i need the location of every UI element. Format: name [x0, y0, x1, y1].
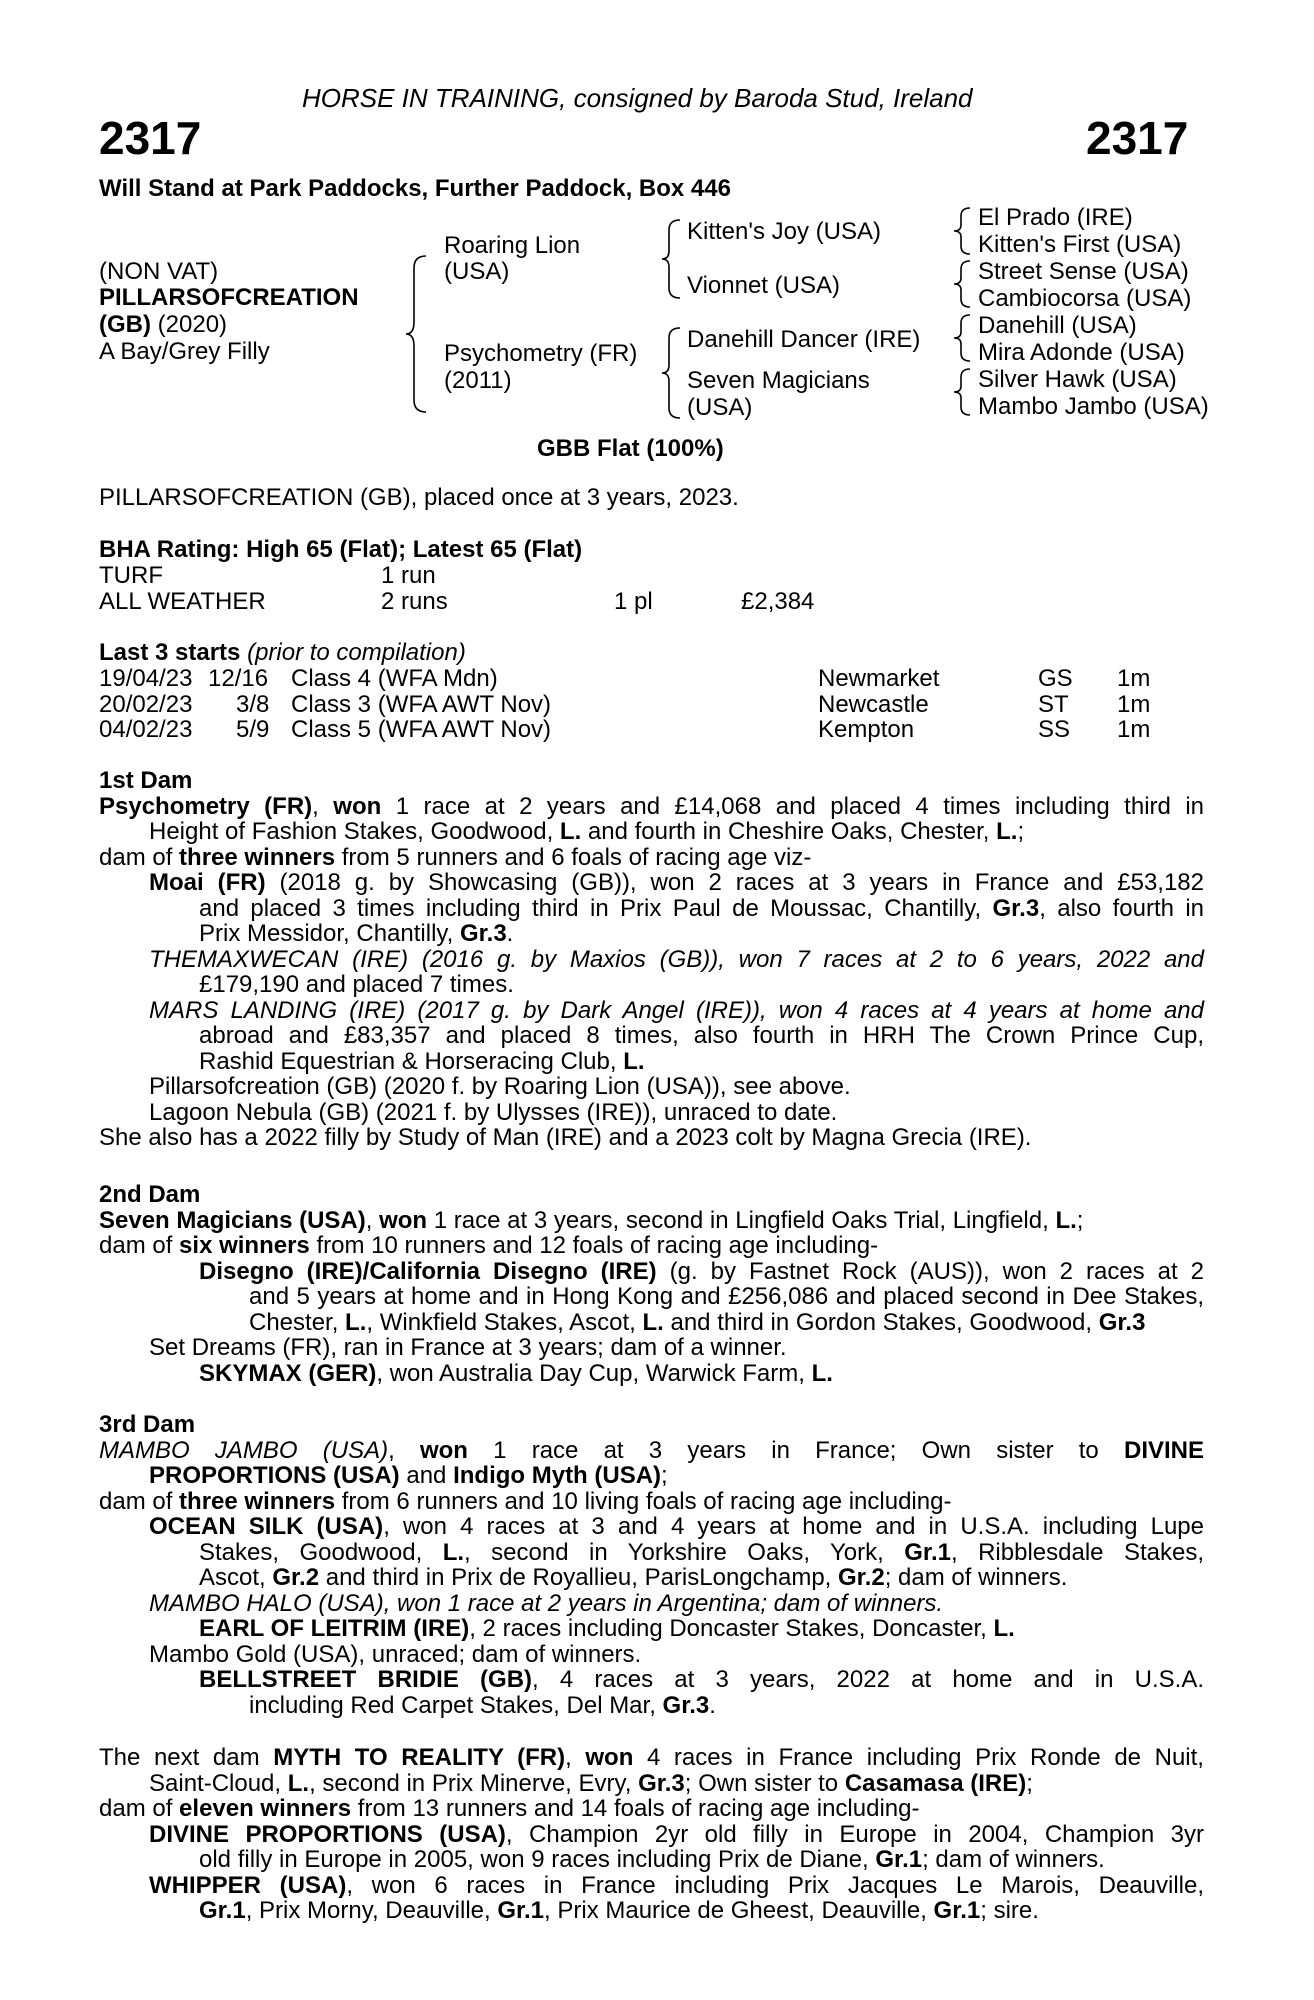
- catalogue-subtitle: HORSE IN TRAINING, consigned by Baroda Stud, Ireland: [302, 83, 973, 113]
- start-course: Newcastle: [818, 691, 929, 718]
- text: ,: [365, 1206, 380, 1234]
- vat-status: (NON VAT): [99, 258, 219, 285]
- start-distance: 1m: [1117, 665, 1151, 692]
- second-dam-line: [99, 1233, 1204, 1259]
- start-going: ST: [1038, 691, 1069, 718]
- dam-name: Seven Magicians (USA): [99, 1206, 366, 1234]
- listed-label: L.: [642, 1308, 664, 1336]
- first-dam-line: [99, 819, 1204, 845]
- horse-name: WHIPPER (USA): [149, 1871, 347, 1899]
- grade-label: Gr.2: [272, 1564, 320, 1591]
- all-weather-prize: £2,384: [741, 588, 815, 615]
- pedigree-sss: El Prado (IRE): [978, 204, 1133, 231]
- text: 4 races in France including Prix Ronde de Nuit,: [633, 1744, 1204, 1771]
- start-race: Class 4 (WFA Mdn): [291, 665, 498, 692]
- start-position: 3/8: [236, 691, 270, 718]
- text: dam of: [99, 1795, 180, 1822]
- text: ; dam of winners.: [884, 1564, 1068, 1591]
- grade-label: Gr.3: [638, 1769, 685, 1797]
- text: , 4 races at 3 years, 2022 at home and in U.S.A.: [532, 1666, 1204, 1693]
- text: Rashid Equestrian & Horseracing Club,: [199, 1047, 624, 1075]
- horse-name: BELLSTREET BRIDIE (GB): [199, 1666, 533, 1693]
- first-dam-section: [99, 768, 1204, 1151]
- bha-rating: BHA Rating: High 65 (Flat); Latest 65 (Flat): [99, 536, 583, 563]
- start-position: 5/9: [236, 716, 270, 743]
- start-distance: 1m: [1117, 691, 1151, 718]
- last-starts-heading: [99, 640, 466, 666]
- grade-label: Gr.3: [459, 920, 507, 947]
- text: Chester,: [249, 1308, 346, 1336]
- produce-themaxwecan: THEMAXWECAN (IRE) (2016 g. by Maxios (GB)), won 7 races at 2 to 6 years, 2022 and: [149, 945, 1204, 973]
- listed-label: L.: [1055, 1206, 1077, 1234]
- text: , won 6 races in France including Prix Jacques Le Marois, Deauville,: [346, 1871, 1205, 1899]
- produce-disegno: and 5 years at home and in Hong Kong and £256,086 and placed second in Dee Stakes,: [249, 1283, 1204, 1310]
- listed-label: L.: [559, 818, 582, 845]
- text: 1 race at 3 years in France; Own sister to: [467, 1436, 1124, 1464]
- pedigree-dam-dam-origin: (USA): [687, 394, 753, 421]
- text: and third in Gordon Stakes, Goodwood,: [663, 1308, 1099, 1336]
- produce-whipper: [99, 1873, 1204, 1899]
- horse-name: OCEAN SILK (USA): [149, 1513, 384, 1540]
- grade-label: Gr.3: [1098, 1308, 1146, 1336]
- horse-name: PILLARSOFCREATION: [99, 284, 359, 311]
- listed-label: L.: [442, 1538, 465, 1566]
- produce-moai: [99, 870, 1204, 896]
- second-dam-heading: 2nd Dam: [99, 1181, 201, 1208]
- text: , second in Yorkshire Oaks, York,: [464, 1538, 905, 1566]
- text: The next dam: [99, 1744, 274, 1771]
- fourth-dam-line: [99, 1796, 1204, 1822]
- produce-set-dreams: Set Dreams (FR), ran in France at 3 years; dam of a winner.: [149, 1334, 787, 1361]
- produce-ocean-silk: [99, 1540, 1204, 1566]
- first-dam-line: [99, 794, 1204, 820]
- pedigree-ssd: Kitten's First (USA): [978, 231, 1182, 258]
- pedigree-sdd: Cambiocorsa (USA): [978, 285, 1192, 312]
- start-date: 04/02/23: [99, 716, 193, 743]
- text: from 6 runners and 10 living foals of racing age including-: [335, 1487, 952, 1515]
- first-dam-heading: 1st Dam: [99, 767, 193, 794]
- start-date: 20/02/23: [99, 691, 193, 718]
- text: and third in Prix de Royallieu, ParisLongchamp,: [319, 1564, 839, 1591]
- grade-label: Gr.1: [933, 1897, 981, 1924]
- text: , Champion 2yr old filly in Europe in 2004, Champion 3yr: [505, 1820, 1204, 1848]
- last-starts-note: (prior to compilation): [247, 639, 466, 666]
- produce-whipper: [99, 1898, 1204, 1924]
- text: ;: [1026, 1769, 1033, 1797]
- all-weather-label: ALL WEATHER: [99, 588, 266, 615]
- dam-name: Psychometry (FR): [99, 792, 313, 820]
- grade-label: Gr.3: [662, 1691, 710, 1719]
- horse-name: DIVINE: [1123, 1436, 1204, 1464]
- produce-lagoon-nebula: Lagoon Nebula (GB) (2021 f. by Ulysses (IRE)), unraced to date.: [149, 1098, 838, 1126]
- fourth-dam-line: [99, 1745, 1204, 1771]
- pedigree-dss: Danehill (USA): [978, 312, 1137, 339]
- produce-themaxwecan: £179,190 and placed 7 times.: [199, 971, 514, 998]
- produce-earl-of-leitrim: [99, 1616, 1204, 1642]
- grade-label: Gr.1: [199, 1897, 246, 1924]
- text: ,: [565, 1744, 586, 1771]
- produce-ocean-silk: [99, 1514, 1204, 1540]
- start-date: 19/04/23: [99, 665, 193, 692]
- produce-moai: [99, 896, 1204, 922]
- first-dam-note: She also has a 2022 filly by Study of Man (IRE) and a 2023 colt by Magna Grecia (IRE).: [99, 1124, 1032, 1151]
- pedigree-brace-main: [404, 254, 432, 414]
- grade-label: Gr.3: [992, 894, 1040, 922]
- text: .: [506, 920, 514, 947]
- horse-name: Disegno (IRE)/California Disegno (IRE): [199, 1257, 657, 1285]
- text: (g. by Fastnet Rock (AUS)), won 2 races at 2: [656, 1257, 1205, 1285]
- text: including Red Carpet Stakes, Del Mar,: [249, 1691, 663, 1719]
- text: ;: [1017, 818, 1025, 845]
- listed-label: L.: [996, 818, 1018, 845]
- all-weather-runs: 2 runs: [381, 588, 448, 615]
- start-course: Newmarket: [818, 665, 940, 692]
- fourth-dam-section: [99, 1745, 1204, 1924]
- pedigree-ddd: Mambo Jambo (USA): [978, 393, 1209, 420]
- produce-skymax: [99, 1361, 1204, 1387]
- race-summary: PILLARSOFCREATION (GB), placed once at 3 years, 2023.: [99, 484, 739, 511]
- third-dam-line: [99, 1489, 1204, 1515]
- listed-label: L.: [811, 1359, 833, 1387]
- dam-name: MAMBO JAMBO (USA): [99, 1436, 389, 1464]
- text: , Winkfield Stakes, Ascot,: [366, 1308, 643, 1336]
- lot-number-left: 2317: [99, 112, 202, 164]
- fourth-dam-line: [99, 1771, 1204, 1797]
- pedigree-sire-dam: Vionnet (USA): [687, 272, 840, 299]
- horse-name: EARL OF LEITRIM (IRE): [199, 1615, 470, 1642]
- start-position: 12/16: [208, 665, 269, 692]
- produce-disegno: [99, 1259, 1204, 1285]
- text: ; Own sister to: [684, 1769, 845, 1797]
- pedigree-brace-ds: [952, 313, 974, 363]
- pedigree-sire-origin: (USA): [444, 258, 510, 285]
- all-weather-placed: 1 pl: [614, 588, 653, 615]
- second-dam-line: [99, 1208, 1204, 1234]
- text: (2018 g. by Showcasing (GB)), won 2 races at 3 years in France and £53,182: [265, 869, 1205, 896]
- winners-count: three winners: [179, 843, 336, 871]
- pedigree-dds: Silver Hawk (USA): [978, 366, 1177, 393]
- produce-mars-landing: abroad and £83,357 and placed 8 times, also fourth in HRH The Crown Prince Cup,: [199, 1022, 1204, 1049]
- text: from 13 runners and 14 foals of racing age including-: [351, 1795, 920, 1822]
- pedigree-brace-sd: [952, 259, 974, 309]
- winners-count: eleven winners: [179, 1795, 352, 1822]
- text: , 2 races including Doncaster Stakes, Doncaster,: [469, 1615, 994, 1642]
- text: 1 race at 3 years, second in Lingfield Oaks Trial, Lingfield,: [427, 1206, 1056, 1234]
- text: ;: [1076, 1206, 1084, 1234]
- horse-name: PROPORTIONS (USA): [149, 1462, 400, 1489]
- pedigree-sire-sire: Kitten's Joy (USA): [687, 218, 881, 245]
- listed-label: L.: [287, 1769, 310, 1797]
- stabling-location: Will Stand at Park Paddocks, Further Paddock, Box 446: [99, 175, 731, 202]
- text: old filly in Europe in 2005, won 9 races including Prix de Diane,: [199, 1846, 876, 1873]
- text: dam of: [99, 1487, 180, 1515]
- winners-count: three winners: [179, 1487, 336, 1515]
- text: Stakes, Goodwood,: [199, 1538, 443, 1566]
- produce-bellstreet-bridie: [99, 1693, 1204, 1719]
- text: , second in Prix Minerve, Evry,: [309, 1769, 639, 1797]
- produce-mars-landing: MARS LANDING (IRE) (2017 g. by Dark Angel (IRE)), won 4 races at 4 years at home and: [149, 996, 1204, 1024]
- pedigree-sds: Street Sense (USA): [978, 258, 1189, 285]
- produce-disegno: [99, 1310, 1204, 1336]
- grade-label: Gr.2: [838, 1564, 885, 1591]
- text: , Prix Maurice de Gheest, Deauville,: [544, 1897, 934, 1924]
- text: Prix Messidor, Chantilly,: [199, 920, 460, 947]
- turf-label: TURF: [99, 562, 163, 589]
- dam-name: MYTH TO REALITY (FR): [273, 1744, 566, 1771]
- text: dam of: [99, 843, 180, 871]
- won-label: won: [379, 1206, 428, 1234]
- produce-pillarsofcreation: Pillarsofcreation (GB) (2020 f. by Roaring Lion (USA)), see above.: [149, 1073, 851, 1100]
- winners-count: six winners: [179, 1232, 310, 1259]
- start-race: Class 3 (WFA AWT Nov): [291, 691, 552, 718]
- horse-name: DIVINE PROPORTIONS (USA): [149, 1820, 506, 1848]
- pedigree-dam-year: (2011): [444, 367, 512, 394]
- pedigree-dsd: Mira Adonde (USA): [978, 339, 1185, 366]
- grade-label: Gr.1: [875, 1846, 923, 1873]
- text: Height of Fashion Stakes, Goodwood,: [149, 818, 560, 845]
- turf-runs: 1 run: [381, 562, 436, 589]
- produce-mambo-gold: Mambo Gold (USA), unraced; dam of winners.: [149, 1640, 642, 1668]
- pedigree-brace-sire: [660, 218, 684, 300]
- text: ,: [312, 792, 334, 820]
- horse-name: SKYMAX (GER): [199, 1359, 377, 1387]
- produce-ocean-silk: [99, 1565, 1204, 1591]
- third-dam-line: [99, 1438, 1204, 1464]
- pedigree-brace-dam: [660, 326, 684, 420]
- produce-divine-proportions: [99, 1847, 1204, 1873]
- text: , also fourth in: [1039, 894, 1205, 922]
- third-dam-heading: 3rd Dam: [99, 1411, 196, 1438]
- text: from 10 runners and 12 foals of racing age including-: [309, 1232, 879, 1259]
- listed-label: L.: [993, 1615, 1015, 1642]
- horse-name: Casamasa (IRE): [844, 1769, 1027, 1797]
- text: .: [709, 1691, 716, 1719]
- first-dam-line: [99, 845, 1204, 871]
- horse-description: A Bay/Grey Filly: [99, 338, 270, 365]
- pedigree-dam-dam: Seven Magicians: [687, 367, 870, 394]
- horse-origin: (GB): [99, 311, 151, 338]
- gbb-flat: GBB Flat (100%): [537, 435, 724, 462]
- text: and fourth in Cheshire Oaks, Chester,: [581, 818, 997, 845]
- grade-label: Gr.1: [904, 1538, 951, 1566]
- text: , Prix Morny, Deauville,: [245, 1897, 498, 1924]
- horse-name: Moai (FR): [149, 869, 266, 896]
- pedigree-brace-dd: [952, 367, 974, 417]
- text: ; dam of winners.: [922, 1846, 1105, 1873]
- pedigree-sire: Roaring Lion: [444, 232, 581, 259]
- listed-label: L.: [623, 1047, 645, 1075]
- won-label: won: [419, 1436, 468, 1464]
- won-label: won: [333, 792, 382, 820]
- second-dam-section: [99, 1182, 1204, 1386]
- text: dam of: [99, 1232, 180, 1259]
- start-distance: 1m: [1117, 716, 1151, 743]
- produce-mars-landing: [99, 1049, 1204, 1075]
- horse-year: (2020): [157, 311, 228, 338]
- text: ,: [388, 1436, 420, 1464]
- horse-name: Indigo Myth (USA): [453, 1462, 662, 1489]
- text: , Ribblesdale Stakes,: [950, 1538, 1204, 1566]
- text: and: [399, 1462, 454, 1489]
- produce-bellstreet-bridie: [99, 1667, 1204, 1693]
- text: ; sire.: [980, 1897, 1039, 1924]
- pedigree-dam-sire: Danehill Dancer (IRE): [687, 326, 921, 353]
- text: , won Australia Day Cup, Warwick Farm,: [376, 1359, 812, 1387]
- grade-label: Gr.1: [497, 1897, 545, 1924]
- pedigree-brace-ss: [952, 206, 974, 256]
- third-dam-section: [99, 1412, 1204, 1718]
- start-course: Kempton: [818, 716, 915, 743]
- text: ;: [661, 1462, 668, 1489]
- listed-label: L.: [345, 1308, 367, 1336]
- text: Saint-Cloud,: [149, 1769, 288, 1797]
- produce-mambo-halo: MAMBO HALO (USA), won 1 race at 2 years in Argentina; dam of winners.: [149, 1589, 944, 1617]
- text: Ascot,: [199, 1564, 273, 1591]
- produce-moai: [99, 921, 1204, 947]
- last-starts-title: Last 3 starts: [99, 639, 241, 666]
- text: , won 4 races at 3 and 4 years at home and in U.S.A. including Lupe: [383, 1513, 1204, 1540]
- third-dam-line: [99, 1463, 1204, 1489]
- text: from 5 runners and 6 foals of racing age viz-: [335, 843, 812, 871]
- text: 1 race at 2 years and £14,068 and placed 4 times including third in: [381, 792, 1204, 820]
- start-going: SS: [1038, 716, 1071, 743]
- text: and placed 3 times including third in Prix Paul de Moussac, Chantilly,: [199, 894, 993, 922]
- horse-origin-year: [99, 312, 227, 338]
- start-race: Class 5 (WFA AWT Nov): [291, 716, 552, 743]
- start-going: GS: [1038, 665, 1073, 692]
- produce-divine-proportions: [99, 1822, 1204, 1848]
- lot-number-right: 2317: [1086, 112, 1189, 164]
- pedigree-dam: Psychometry (FR): [444, 340, 638, 367]
- won-label: won: [585, 1744, 634, 1771]
